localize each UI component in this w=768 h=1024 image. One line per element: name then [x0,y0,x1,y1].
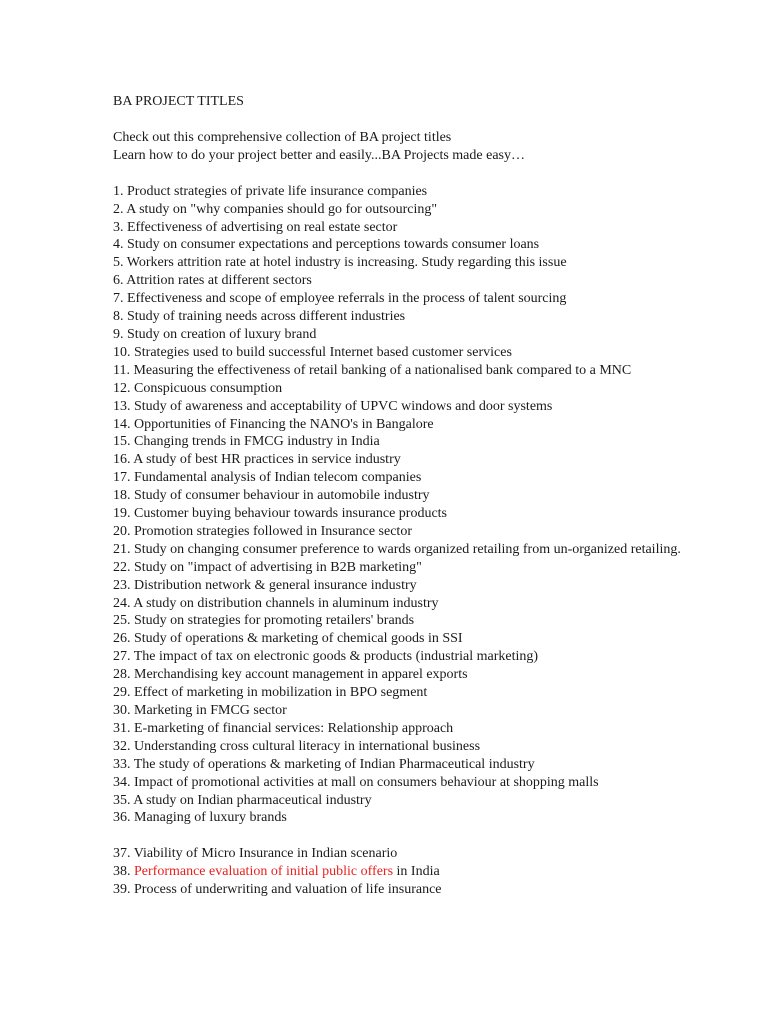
list-item [113,290,713,308]
item-text: Product strategies of private life insurance companies [127,183,428,199]
item-text: Study of awareness and acceptability of UPVC windows and door systems [134,398,553,414]
item-text: Study of operations & marketing of chemical goods in SSI [134,631,463,647]
list-item [113,630,713,648]
item-text: Study on strategies for promoting retailers' brands [134,613,415,629]
item-text: Workers attrition rate at hotel industry is increasing. Study regarding this issue [126,255,567,271]
intro-line: Learn how to do your project better and easily...BA Projects made easy… [113,147,525,163]
intro-text [113,129,713,165]
item-number: 13. [113,398,131,414]
list-item [113,845,713,863]
item-number: 26. [113,631,131,647]
item-number: 16. [113,452,131,468]
item-text: Promotion strategies followed in Insurance sector [134,523,412,539]
list-item [113,648,713,666]
item-number: 10. [113,344,131,360]
list-item [113,666,713,684]
item-text: Effectiveness of advertising on real estate sector [127,219,398,235]
list-item [113,380,713,398]
item-text: Study of consumer behaviour in automobile industry [134,488,430,504]
list-item [113,469,713,487]
item-text: E-marketing of financial services: Relationship approach [134,720,454,736]
item-text: Impact of promotional activities at mall on consumers behaviour at shopping malls [134,774,599,790]
item-number: 23. [113,577,131,593]
item-number: 11. [113,362,130,378]
list-item [113,183,713,201]
item-text: Distribution network & general insurance industry [134,577,417,593]
item-number: 37. [113,846,131,862]
list-item [113,326,713,344]
item-number: 25. [113,613,131,629]
item-text: A study on distribution channels in aluminum industry [133,595,439,611]
list-item [113,684,713,702]
item-number: 5. [113,255,124,271]
item-text: A study on Indian pharmaceutical industry [133,792,372,808]
item-number: 38. [113,864,131,880]
list-item [113,577,713,595]
item-text: Changing trends in FMCG industry in India [134,434,380,450]
item-text: A study of best HR practices in service industry [133,452,401,468]
item-number: 31. [113,720,131,736]
item-text: Merchandising key account management in apparel exports [134,667,468,683]
item-number: 8. [113,309,124,325]
item-number: 28. [113,667,131,683]
item-number: 17. [113,470,131,486]
item-text: Measuring the effectiveness of retail banking of a nationalised bank compared to a MNC [133,362,632,378]
item-text: Study on consumer expectations and perceptions towards consumer loans [127,237,540,253]
item-number: 22. [113,559,131,575]
list-item [113,344,713,362]
list-item [113,398,713,416]
list-item [113,362,713,380]
item-number: 15. [113,434,131,450]
item-number: 33. [113,756,131,772]
list-item [113,595,713,613]
item-text: Study of training needs across different industries [127,309,406,325]
intro-line: Check out this comprehensive collection of BA project titles [113,129,452,145]
item-number: 39. [113,882,131,898]
list-item [113,881,713,899]
item-number: 2. [113,201,124,217]
item-text: Conspicuous consumption [134,380,283,396]
list-item [113,738,713,756]
item-text: The impact of tax on electronic goods & products (industrial marketing) [133,649,539,665]
item-number: 12. [113,380,131,396]
list-item [113,416,713,434]
list-item [113,541,713,559]
document-title: BA PROJECT TITLES [113,94,244,109]
item-text: Process of underwriting and valuation of life insurance [134,882,442,898]
item-number: 24. [113,595,131,611]
item-text: Opportunities of Financing the NANO's in Bangalore [134,416,434,432]
item-number: 3. [113,219,124,235]
item-number: 29. [113,685,131,701]
item-text: Strategies used to build successful Internet based customer services [134,344,512,360]
item-text: in India [393,864,440,880]
list-item [113,523,713,541]
item-number: 27. [113,649,131,665]
item-number: 36. [113,810,131,826]
item-text: Effect of marketing in mobilization in BPO segment [134,685,428,701]
item-text: Viability of Micro Insurance in Indian scenario [133,846,398,862]
item-number: 32. [113,738,131,754]
document-page [113,93,713,899]
item-text: Understanding cross cultural literacy in international business [134,738,481,754]
item-number: 34. [113,774,131,790]
item-number: 18. [113,488,131,504]
item-text: A study on "why companies should go for outsourcing" [126,201,438,217]
item-text: Fundamental analysis of Indian telecom companies [134,470,422,486]
item-number: 30. [113,703,131,718]
list-item [113,612,713,630]
list-item [113,272,713,290]
list-item [113,451,713,469]
list-item [113,505,713,523]
item-text: Customer buying behaviour towards insurance products [134,506,447,522]
item-number: 6. [113,273,124,289]
list-item [113,863,713,881]
list-item [113,559,713,577]
item-text: Effectiveness and scope of employee referrals in the process of talent sourcing [127,291,567,307]
item-text: Attrition rates at different sectors [126,273,312,289]
item-text: Study on "impact of advertising in B2B marketing" [134,559,422,575]
list-item [113,201,713,219]
item-number: 19. [113,506,131,522]
list-item [113,809,713,827]
item-text: Study on creation of luxury brand [127,326,317,342]
item-number: 20. [113,523,131,539]
item-text: Managing of luxury brands [134,810,287,826]
list-item [113,702,713,720]
item-text: Marketing in FMCG sector [134,703,287,718]
list-item [113,792,713,810]
list-item [113,433,713,451]
list-item [113,720,713,738]
item-number: 9. [113,326,124,342]
list-item [113,756,713,774]
list-item [113,774,713,792]
item-number: 35. [113,792,131,808]
list-item [113,487,713,505]
list-item [113,308,713,326]
item-text: The study of operations & marketing of Indian Pharmaceutical industry [133,756,535,772]
item-number: 21. [113,541,131,557]
project-title-list [113,183,713,899]
item-text: Study on changing consumer preference to wards organized retailing from un-organized retailing. [134,541,681,557]
list-item [113,236,713,254]
list-item [113,254,713,272]
highlighted-text: Performance evaluation of initial public offers [134,864,394,880]
item-number: 14. [113,416,131,432]
item-number: 4. [113,237,124,253]
list-item [113,219,713,237]
item-number: 1. [113,183,124,199]
item-number: 7. [113,291,124,307]
